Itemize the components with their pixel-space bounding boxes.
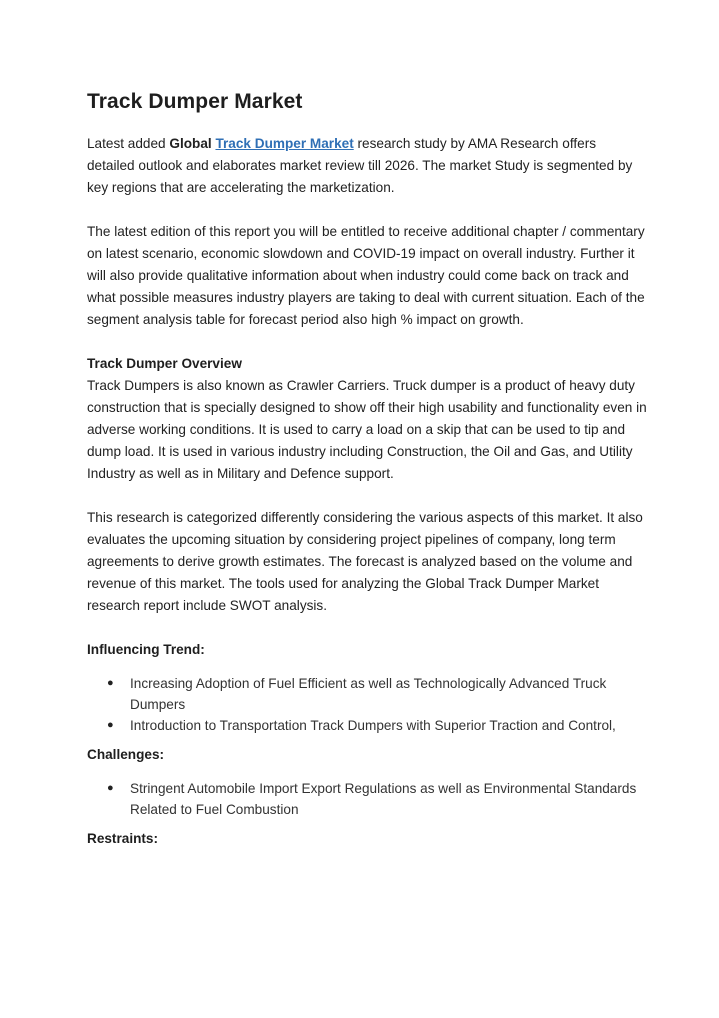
intro-bold-global: Global [169,136,212,151]
spacer [87,199,647,221]
bullet-icon: ● [107,719,114,731]
research-paragraph: This research is categorized differently considering the various aspects of this market. It also evaluates the upcoming situation by considering project pipelines of company, long term agreements to derive growth estimates. The forecast is analyzed based on the volume and revenue of this market. The tools used for analyzing the Global Track Dumper Market research report include SWOT analysis. [87,510,643,613]
page-title: Track Dumper Market [87,90,303,113]
list-item [87,778,647,820]
spacer [87,331,647,353]
document-body [87,88,647,850]
list-item-text: Introduction to Transportation Track Dumpers with Superior Traction and Control, [130,718,616,733]
list-item [87,715,647,736]
bullet-icon: ● [107,677,114,689]
influencing-trend-list [87,673,647,736]
influencing-trend-heading: Influencing Trend: [87,642,205,657]
list-item-text: Stringent Automobile Import Export Regulations as well as Environmental Standards Related to Fuel Combustion [130,781,637,817]
challenges-heading: Challenges: [87,747,165,762]
overview-paragraph: Track Dumpers is also known as Crawler Carriers. Truck dumper is a product of heavy duty construction that is specially designed to show off their high usability and functionality even in adverse working conditions. It is used to carry a load on a skip that can be used to tip and dump load. It is used in various industry including Construction, the Oil and Gas, and Utility Industry as well as in Military and Defence support. [87,378,647,481]
list-item-text: Increasing Adoption of Fuel Efficient as well as Technologically Advanced Truck Dumpers [130,676,607,712]
intro-paragraph [87,133,647,199]
intro-prefix: Latest added [87,136,170,151]
spacer [87,485,647,507]
restraints-heading: Restraints: [87,831,159,846]
edition-paragraph: The latest edition of this report you will be entitled to receive additional chapter / commentary on latest scenario, economic slowdown and COVID-19 impact on overall industry. Further it will also provide qualitative information about when industry could come back on track and what possible measures industry players are taking to deal with current situation. Each of the segment analysis table for forecast period also high % impact on growth. [87,224,645,327]
intro-suffix: research study by AMA Research offers detailed outlook and elaborates market review till 2026. The market Study is segmented by key regions that are accelerating the marketization. [87,136,633,195]
market-link[interactable]: Track Dumper Market [215,136,354,151]
bullet-icon: ● [107,782,114,794]
spacer [87,617,647,639]
list-item [87,673,647,715]
overview-heading: Track Dumper Overview [87,356,242,371]
challenges-list [87,778,647,820]
